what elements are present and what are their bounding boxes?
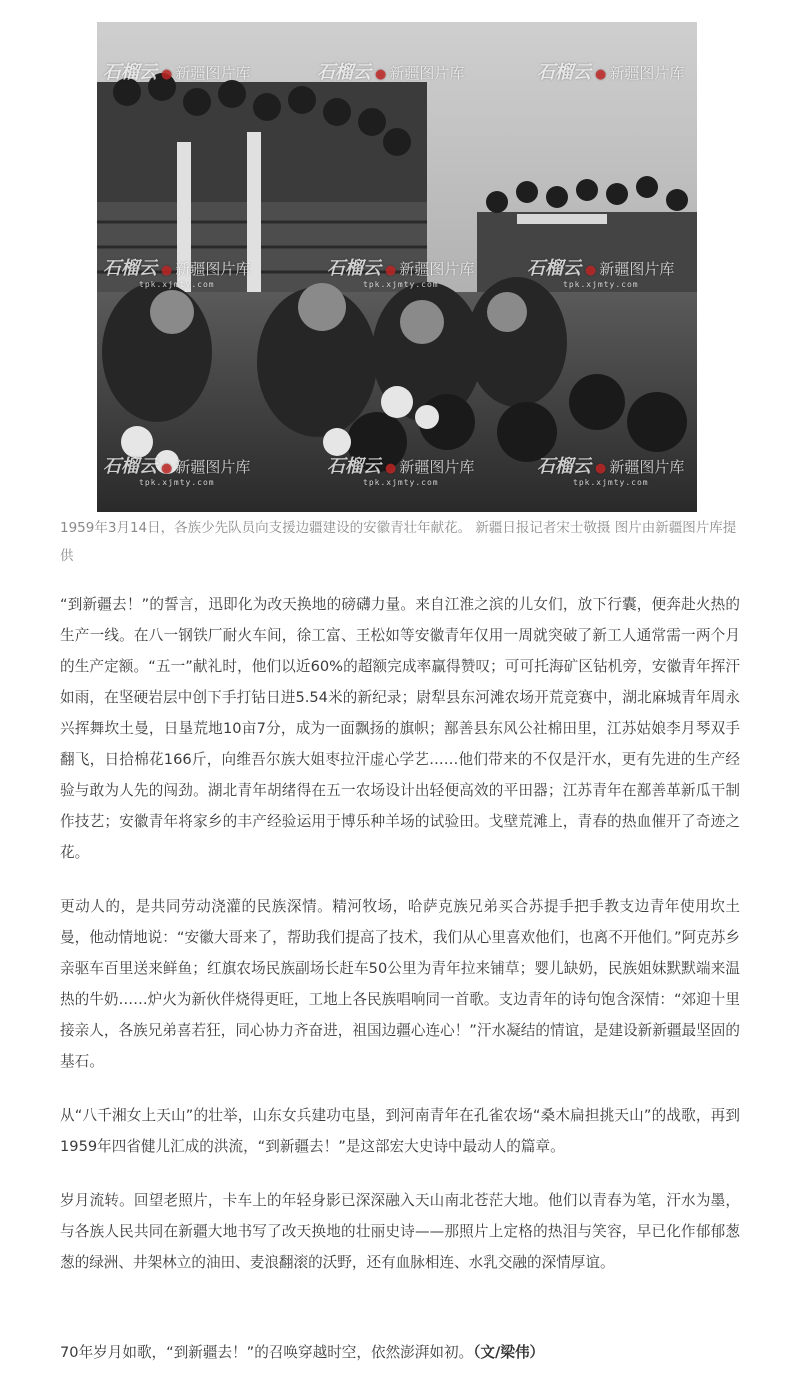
article-paragraph: “到新疆去！”的誓言，迅即化为改天换地的磅礴力量。来自江淮之滨的儿女们，放下行囊，便奔赴火热的生产一线。在八一钢铁厂耐火车间，徐工富、王松如等安徽青年仅用一周就突破了新工人通常需一两个月的生产定额。“五一”献礼时，他们以近60%的超额完成率赢得赞叹；可可托海矿区钻机旁，安徽青年挥汗如雨，在坚硬岩层中创下手打钻日进5.54米的新纪录；尉犁县东河滩农场开荒竞赛中，湖北麻城青年周永兴挥舞坎土曼，日垦荒地10亩7分，成为一面飘扬的旗帜；鄯善县东风公社棉田里，江苏姑娘李月琴双手翻飞，日拾棉花166斤，向维吾尔族大姐枣拉汗虚心学艺……他们带来的不仅是汗水，更有先进的生产经验与敢为人先的闯劲。湖北青年胡绪得在五一农场设计出轻便高效的平田器；江苏青年在鄯善革新瓜干制作技艺；安徽青年将家乡的丰产经验运用于博乐种羊场的试验田。戈壁荒滩上，青春的热血催开了奇迹之花。: [60, 596, 740, 861]
watermark-text: 新疆图片库: [399, 458, 475, 476]
pomegranate-icon: ●: [161, 263, 173, 278]
watermark-text: 新疆图片库: [599, 260, 675, 278]
watermark: [537, 58, 684, 84]
watermark-url: tpk.xjmty.com: [573, 478, 649, 487]
article-paragraph: 从“八千湘女上天山”的壮举，山东女兵建功屯垦，到河南青年在孔雀农场“桑木扁担挑天山”的战歌，再到1959年四省健儿汇成的洪流，“到新疆去！”是这部宏大史诗中最动人的篇章。: [60, 1107, 740, 1155]
article-closing-paragraph: [60, 1337, 740, 1368]
watermark-logo: 石榴云: [527, 258, 581, 279]
pomegranate-icon: ●: [595, 461, 607, 476]
watermark-text: 新疆图片库: [175, 64, 251, 82]
watermark-logo: 石榴云: [103, 62, 157, 83]
pomegranate-icon: ●: [585, 263, 597, 278]
author-credit: （文/梁伟）: [473, 1344, 545, 1361]
pomegranate-icon: ●: [385, 461, 397, 476]
watermark-logo: 石榴云: [317, 62, 371, 83]
watermark-text: 新疆图片库: [389, 64, 465, 82]
pomegranate-icon: ●: [595, 67, 607, 82]
watermark-text: 新疆图片库: [609, 458, 685, 476]
article-paragraph: 更动人的，是共同劳动浇灌的民族深情。精河牧场，哈萨克族兄弟买合苏提手把手教支边青年使用坎土曼，他动情地说：“安徽大哥来了，帮助我们提高了技术，我们从心里喜欢他们，也离不开他们。”阿克苏乡亲驱车百里送来鲜鱼；红旗农场民族副场长赶车50公里为青年拉来铺草；婴儿缺奶，民族姐妹默默端来温热的牛奶……炉火为新伙伴烧得更旺，工地上各民族唱响同一首歌。支边青年的诗句饱含深情：“郊迎十里接亲人，各族兄弟喜若狂，同心协力齐奋进，祖国边疆心连心！”汗水凝结的情谊，是建设新新疆最坚固的基石。: [60, 898, 740, 1070]
article-paragraph: 岁月流转。回望老照片，卡车上的年轻身影已深深融入天山南北苍茫大地。他们以青春为笔，汗水为墨，与各族人民共同在新疆大地书写了改天换地的壮丽史诗——那照片上定格的热泪与笑容，早已化作郁郁葱葱的绿洲、井架林立的油田、麦浪翻滚的沃野，还有血脉相连、水乳交融的深情厚谊。: [60, 1192, 740, 1271]
watermark: [327, 254, 474, 289]
pomegranate-icon: ●: [161, 461, 173, 476]
watermark: [317, 58, 464, 84]
watermark: [527, 254, 674, 289]
watermark-logo: 石榴云: [327, 456, 381, 477]
watermark-logo: 石榴云: [103, 456, 157, 477]
watermark-logo: 石榴云: [327, 258, 381, 279]
pomegranate-icon: ●: [161, 67, 173, 82]
watermark: [103, 254, 250, 289]
watermark-url: tpk.xjmty.com: [363, 478, 439, 487]
watermark-text: 新疆图片库: [175, 458, 251, 476]
watermark: [537, 452, 684, 487]
watermark-text: 新疆图片库: [175, 260, 251, 278]
watermark: [327, 452, 474, 487]
watermark-logo: 石榴云: [103, 258, 157, 279]
pomegranate-icon: ●: [385, 263, 397, 278]
watermark-url: tpk.xjmty.com: [139, 280, 215, 289]
watermark-text: 新疆图片库: [609, 64, 685, 82]
watermark-logo: 石榴云: [537, 62, 591, 83]
photo-caption: 1959年3月14日，各族少先队员向支援边疆建设的安徽青壮年献花。 新疆日报记者宋士敬摄 图片由新疆图片库提供: [60, 520, 737, 564]
watermark-url: tpk.xjmty.com: [363, 280, 439, 289]
closing-text: 70年岁月如歌，“到新疆去！”的召唤穿越时空，依然澎湃如初。: [60, 1344, 474, 1361]
watermark-logo: 石榴云: [537, 456, 591, 477]
watermark-url: tpk.xjmty.com: [563, 280, 639, 289]
watermark-text: 新疆图片库: [399, 260, 475, 278]
pomegranate-icon: ●: [375, 67, 387, 82]
watermark: [103, 452, 250, 487]
news-photo: [97, 22, 697, 512]
watermark-url: tpk.xjmty.com: [139, 478, 215, 487]
watermark: [103, 58, 250, 84]
